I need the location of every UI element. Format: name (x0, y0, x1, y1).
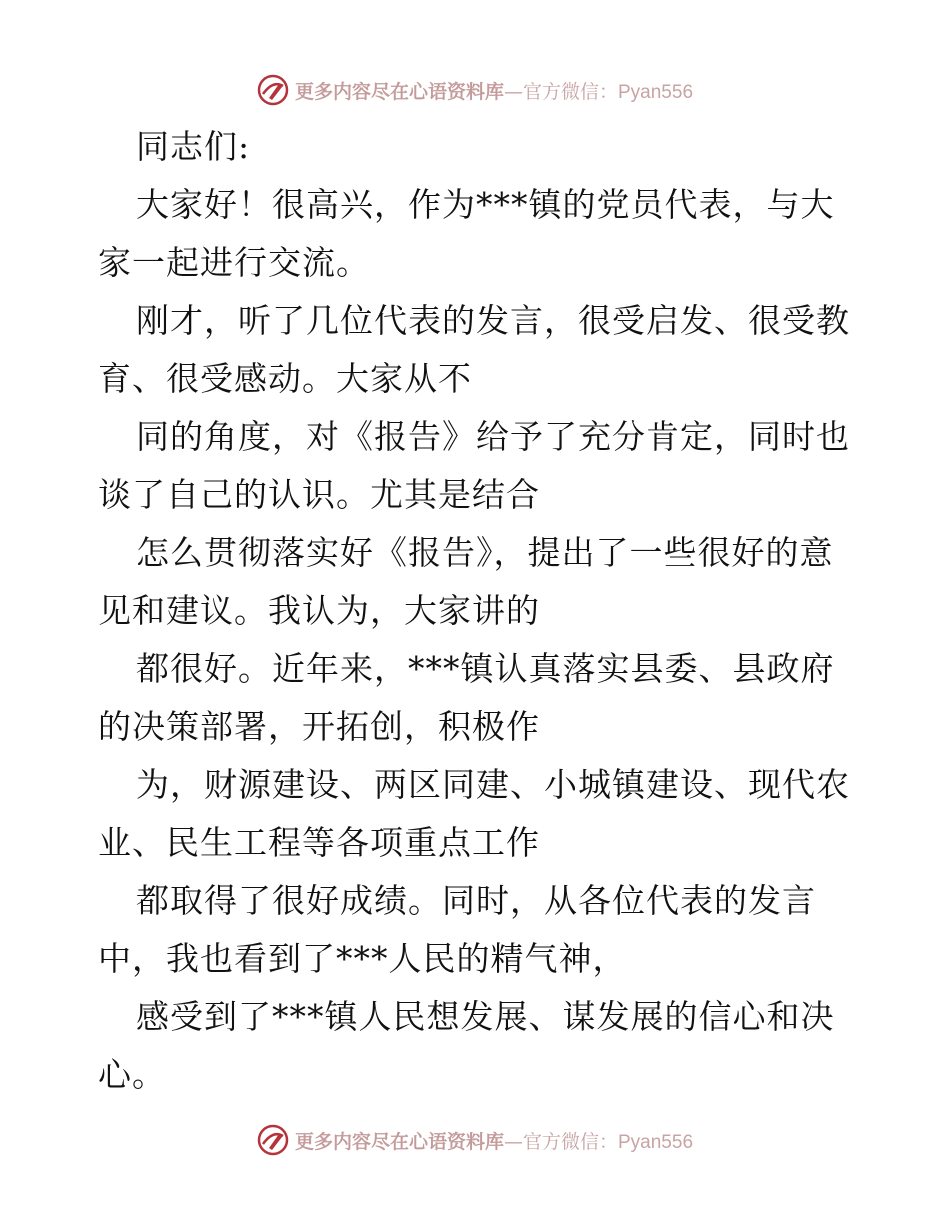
text-line: 业、民生工程等各项重点工作 (98, 823, 540, 862)
footer-banner-rest: —官方微信： (503, 1130, 618, 1153)
pen-logo-icon (257, 74, 289, 106)
text-line: 感受到了***镇人民想发展、谋发展的信心和决 (136, 997, 835, 1036)
header-banner-text (295, 77, 693, 104)
text-line: 大家好！很高兴，作为***镇的党员代表，与大 (136, 185, 835, 224)
text-line: 中，我也看到了***人民的精气神， (98, 939, 627, 978)
pen-logo-icon (257, 1124, 289, 1156)
text-line: 育、很受感动。大家从不 (98, 359, 472, 398)
text-line: 谈了自己的认识。尤其是结合 (98, 475, 540, 514)
text-line: 都很好。近年来，***镇认真落实县委、县政府 (136, 649, 835, 688)
footer-banner (0, 1120, 950, 1160)
header-wechat-id: Pyan556 (618, 81, 694, 103)
footer-banner-highlight: 更多内容尽在心语资料库 (294, 1130, 504, 1153)
text-line: 为，财源建设、两区同建、小城镇建设、现代农 (136, 765, 850, 804)
text-line: 的决策部署，开拓创，积极作 (98, 707, 540, 746)
text-line: 心。 (98, 1055, 166, 1094)
text-line: 同的角度，对《报告》给予了充分肯定，同时也 (136, 417, 850, 456)
text-line: 见和建议。我认为，大家讲的 (98, 591, 540, 630)
text-line: 家一起进行交流。 (98, 243, 370, 282)
text-line: 怎么贯彻落实好《报告》，提出了一些很好的意 (136, 533, 834, 572)
text-line: 同志们: (136, 127, 251, 166)
text-line: 都取得了很好成绩。同时，从各位代表的发言 (136, 881, 816, 920)
header-banner (0, 70, 950, 110)
header-banner-highlight: 更多内容尽在心语资料库 (294, 80, 504, 103)
document-body (98, 118, 858, 1104)
text-line: 刚才，听了几位代表的发言，很受启发、很受教 (136, 301, 850, 340)
header-banner-rest: —官方微信： (503, 80, 618, 103)
footer-banner-text (295, 1127, 693, 1154)
footer-wechat-id: Pyan556 (618, 1131, 694, 1153)
